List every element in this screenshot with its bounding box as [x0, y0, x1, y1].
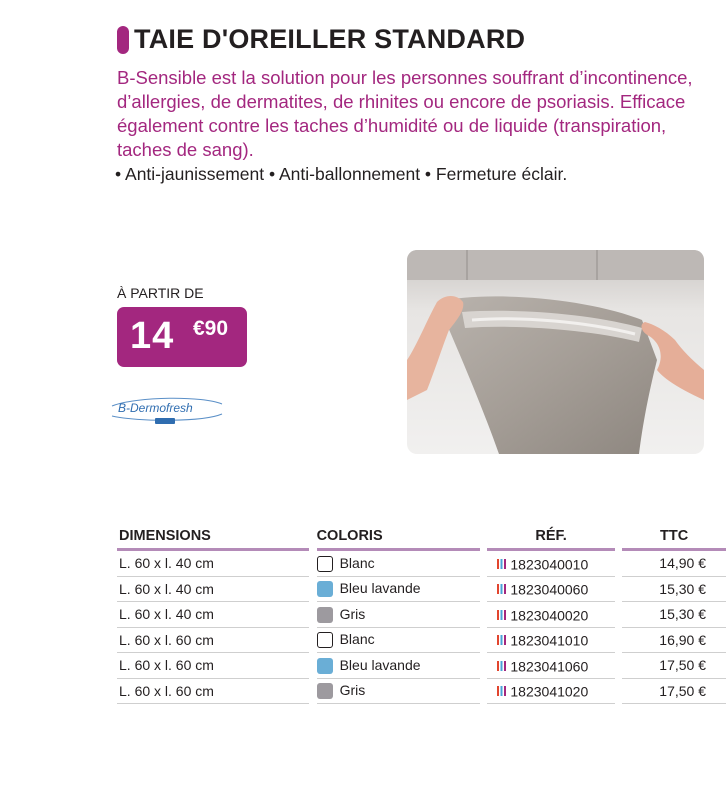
color-label: Bleu lavande	[339, 580, 421, 597]
cell-dimensions: L. 60 x l. 60 cm	[117, 678, 309, 704]
cell-color	[317, 576, 480, 602]
color-label: Gris	[339, 682, 366, 699]
color-swatch	[317, 658, 333, 674]
header-ref: RÉF.	[487, 522, 614, 550]
cell-price: 17,50 €	[622, 653, 726, 679]
cell-price: 15,30 €	[622, 576, 726, 602]
cell-dimensions: L. 60 x l. 60 cm	[117, 653, 309, 679]
cell-price: 17,50 €	[622, 678, 726, 704]
barcode-icon	[497, 610, 506, 620]
cell-color	[317, 678, 480, 704]
header-dimensions: DIMENSIONS	[117, 522, 309, 550]
header-ttc: TTC	[622, 522, 726, 550]
header-colors: COLORIS	[317, 522, 480, 550]
cell-ref	[487, 627, 614, 653]
color-swatch	[317, 683, 333, 699]
cell-price: 15,30 €	[622, 602, 726, 628]
ref-number: 1823041060	[510, 657, 589, 674]
color-label: Blanc	[339, 554, 375, 571]
table-row	[117, 550, 726, 577]
price-from-label: À PARTIR DE	[117, 285, 204, 301]
color-swatch	[317, 607, 333, 623]
table-row	[117, 602, 726, 628]
product-title: TAIE D'OREILLER STANDARD	[134, 24, 526, 54]
barcode-icon	[497, 635, 506, 645]
table-row	[117, 653, 726, 679]
cell-dimensions: L. 60 x l. 60 cm	[117, 627, 309, 653]
color-label: Bleu lavande	[339, 656, 421, 673]
barcode-icon	[497, 661, 506, 671]
ref-number: 1823040020	[510, 606, 589, 623]
table-row	[117, 678, 726, 704]
product-table	[117, 522, 726, 704]
cell-ref	[487, 602, 614, 628]
svg-text:B-Dermofresh: B-Dermofresh	[118, 401, 193, 415]
color-label: Gris	[339, 605, 366, 622]
cell-color	[317, 602, 480, 628]
cell-price: 14,90 €	[622, 550, 726, 577]
color-swatch	[317, 556, 333, 572]
product-description: B-Sensible est la solution pour les personnes souffrant d’incontinence, d’allergies, de dermatites, de rhinites ou encore de psoriasis. Efficace également contre les taches d’humidité ou de liquide (transpiration, taches de sang).	[117, 67, 693, 160]
barcode-icon	[497, 559, 506, 569]
price-integer: 14	[130, 315, 175, 357]
table-header-row	[117, 522, 726, 550]
cell-ref	[487, 678, 614, 704]
barcode-icon	[497, 686, 506, 696]
cell-color	[317, 550, 480, 577]
cell-color	[317, 653, 480, 679]
dermofresh-logo	[108, 392, 226, 432]
pillowcase-photo	[407, 250, 704, 454]
cell-color	[317, 627, 480, 653]
ref-number: 1823040010	[510, 555, 589, 572]
ref-number: 1823041010	[510, 632, 589, 649]
cell-dimensions: L. 60 x l. 40 cm	[117, 576, 309, 602]
ref-number: 1823041020	[510, 683, 589, 700]
cell-ref	[487, 653, 614, 679]
cell-dimensions: L. 60 x l. 40 cm	[117, 602, 309, 628]
barcode-icon	[497, 584, 506, 594]
cell-dimensions: L. 60 x l. 40 cm	[117, 550, 309, 577]
table-row	[117, 627, 726, 653]
cell-ref	[487, 576, 614, 602]
cell-ref	[487, 550, 614, 577]
price-badge	[117, 307, 247, 367]
title-accent-bar	[117, 26, 129, 54]
price-decimal: €90	[193, 317, 229, 340]
ref-number: 1823040060	[510, 581, 589, 598]
color-swatch	[317, 632, 333, 648]
table-row	[117, 576, 726, 602]
cell-price: 16,90 €	[622, 627, 726, 653]
product-features: • Anti-jaunissement • Anti-ballonnement • Fermeture éclair.	[115, 164, 568, 184]
color-label: Blanc	[339, 631, 375, 648]
color-swatch	[317, 581, 333, 597]
